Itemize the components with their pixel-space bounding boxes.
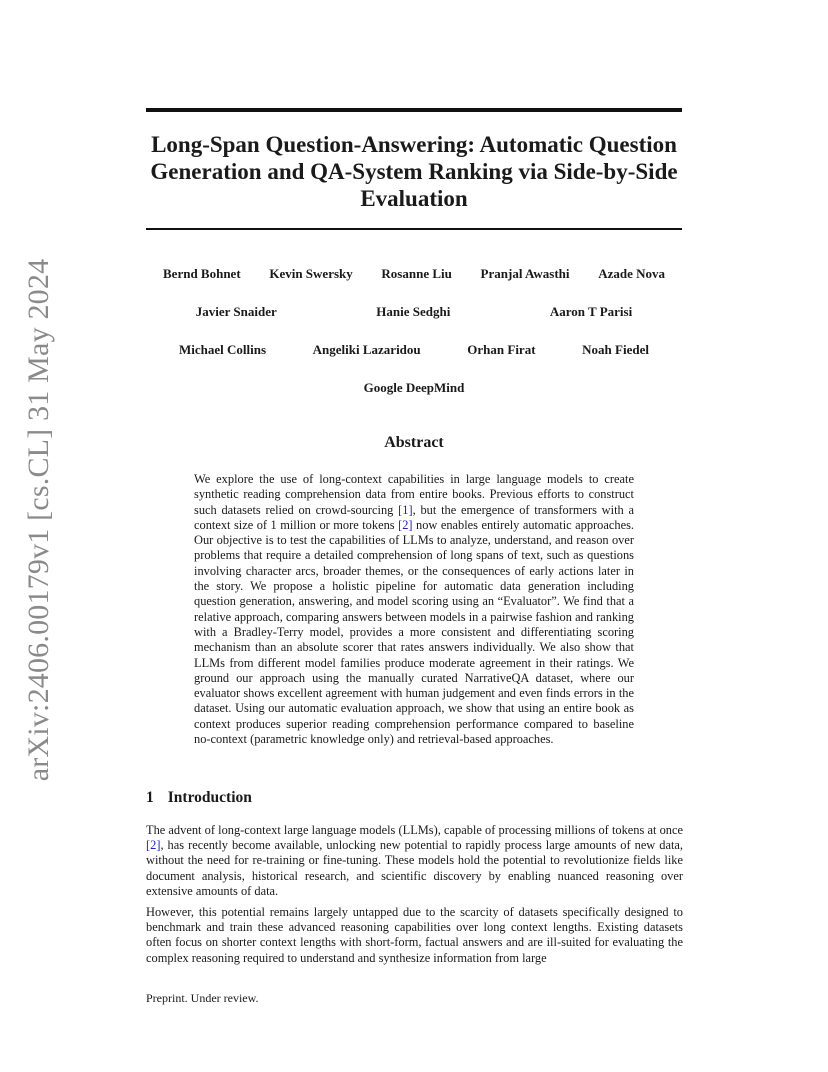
author-name: Bernd Bohnet — [163, 266, 241, 281]
arxiv-id-text: arXiv:2406.00179v1 [cs.CL] 31 May 2024 — [22, 258, 55, 782]
page-footer: Preprint. Under review. — [146, 991, 259, 1005]
abstract-body — [194, 472, 634, 747]
author-name: Orhan Firat — [467, 342, 536, 357]
affiliation: Google DeepMind — [363, 380, 465, 395]
author-name: Rosanne Liu — [381, 266, 452, 281]
author-name: Azade Nova — [598, 266, 665, 281]
author-name: Hanie Sedghi — [376, 304, 451, 319]
paragraph-text: The advent of long-context large language models (LLMs), capable of processing millions of tokens at once — [146, 823, 683, 837]
author-row-2 — [146, 304, 682, 320]
author-name: Michael Collins — [179, 342, 267, 357]
author-name: Pranjal Awasthi — [480, 266, 570, 281]
paper-title: Long-Span Question-Answering: Automatic Question Generation and QA-System Ranking via Side-by-Side Evaluation — [150, 132, 678, 211]
abstract-text: now enables entirely automatic approaches. Our objective is to test the capabilities of LLMs to analyze, understand, and reason over problems that require a detailed comprehension of long spans of text, such as questions involving character arcs, broader themes, or the consequences of early actions later in the story. We propose a holistic pipeline for automatic data generation including question generation, answering, and model scoring using an “Evaluator”. We find that a relative approach, comparing answers between models in a pairwise fashion and ranking with a Bradley-Terry model, provides a more consistent and differentiating scoring mechanism than an absolute scorer that rates answers individually. We also show that LLMs from different model families produce moderate agreement in their ratings. We ground our approach using the manually curated NarrativeQA dataset, where our evaluator shows excellent agreement with human judgement and even finds errors in the dataset. Using our automatic evaluation approach, we show that using an entire book as context produces superior reading comprehension performance compared to baseline no-context (parametric knowledge only) and retrieval-based approaches. — [194, 517, 634, 747]
author-name: Javier Snaider — [195, 304, 277, 319]
author-name: Aaron T Parisi — [549, 304, 633, 319]
author-row-1 — [146, 266, 682, 282]
abstract-text: , but the emergence of transformers with a context size of 1 million or more tokens — [194, 502, 634, 532]
section-number: 1 — [146, 789, 154, 806]
author-name: Noah Fiedel — [582, 342, 649, 357]
citation-link[interactable]: [2] — [146, 838, 161, 853]
author-row-3 — [146, 342, 682, 358]
abstract-text: We explore the use of long-context capabilities in large language models to create synthetic reading comprehension data from entire books. Previous efforts to construct such datasets relied on crowd-sourcing — [194, 472, 634, 517]
intro-paragraph-2: However, this potential remains largely untapped due to the scarcity of datasets specifically designed to benchmark and train these advanced reasoning capabilities over long context lengths. Existing datasets often focus on shorter context lengths with short-form, factual answers and are ill-suited for evaluating the complex reasoning required to understand and synthesize information from large — [146, 905, 683, 965]
paragraph-text: , has recently become available, unlocking new potential to rapidly process large amounts of new data, without the need for re-training or fine-tuning. These models hold the potential to revolutionize fields like document analysis, historical research, and scientific discovery by enabling nuanced reasoning over extensive amounts of data. — [146, 838, 683, 898]
title-top-rule — [146, 108, 682, 112]
abstract-heading: Abstract — [384, 434, 444, 451]
author-name: Angeliki Lazaridou — [312, 342, 421, 357]
title-bottom-rule — [146, 228, 682, 230]
author-name: Kevin Swersky — [269, 266, 353, 281]
section-heading-introduction — [146, 789, 252, 807]
citation-link[interactable]: [1] — [398, 502, 413, 517]
intro-paragraph-1 — [146, 823, 683, 899]
section-title: Introduction — [167, 789, 252, 806]
citation-link[interactable]: [2] — [398, 517, 413, 532]
